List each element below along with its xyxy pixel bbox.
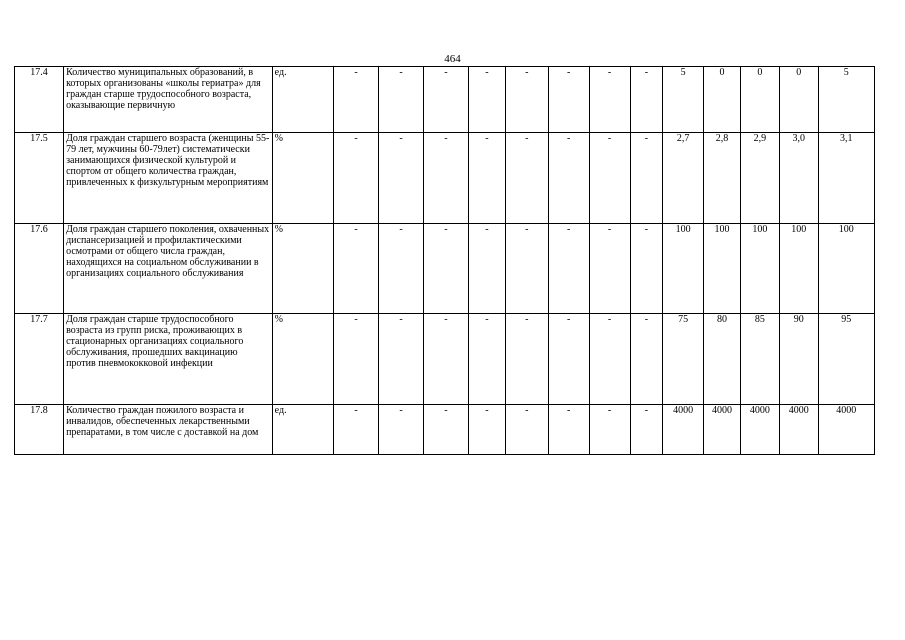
value-cell: 85 — [740, 314, 779, 405]
value-cell: 5 — [663, 67, 704, 133]
value-cell: 80 — [704, 314, 741, 405]
value-cell: - — [630, 67, 663, 133]
value-cell: - — [468, 133, 505, 224]
value-cell: 3,1 — [818, 133, 874, 224]
unit-cell: ед. — [272, 405, 333, 455]
unit-cell: % — [272, 224, 333, 314]
table-row — [15, 405, 875, 455]
value-cell: - — [334, 224, 379, 314]
value-cell: - — [423, 67, 468, 133]
row-number: 17.4 — [15, 67, 64, 133]
value-cell: 4000 — [779, 405, 818, 455]
value-cell: 0 — [740, 67, 779, 133]
value-cell: - — [505, 67, 548, 133]
value-cell: - — [589, 67, 630, 133]
row-number: 17.7 — [15, 314, 64, 405]
value-cell: - — [334, 133, 379, 224]
value-cell: 0 — [779, 67, 818, 133]
value-cell: - — [379, 133, 424, 224]
value-cell: 0 — [704, 67, 741, 133]
value-cell: 100 — [663, 224, 704, 314]
value-cell: - — [334, 314, 379, 405]
unit-cell: % — [272, 133, 333, 224]
indicator-description: Доля граждан старше трудоспособного возраста из групп риска, проживающих в стационарных организациях социального обслуживания, прошедших вакцинацию против пневмококковой инфекции — [64, 314, 273, 405]
value-cell: 95 — [818, 314, 874, 405]
value-cell: - — [423, 224, 468, 314]
value-cell: 90 — [779, 314, 818, 405]
value-cell: - — [505, 405, 548, 455]
value-cell: 100 — [818, 224, 874, 314]
value-cell: - — [379, 67, 424, 133]
value-cell: - — [505, 224, 548, 314]
value-cell: - — [630, 405, 663, 455]
value-cell: - — [468, 314, 505, 405]
value-cell: - — [423, 133, 468, 224]
table-row — [15, 314, 875, 405]
value-cell: - — [379, 405, 424, 455]
table-row — [15, 224, 875, 314]
value-cell: - — [589, 133, 630, 224]
value-cell: 2,7 — [663, 133, 704, 224]
indicator-description: Доля граждан старшего возраста (женщины 55-79 лет, мужчины 60-79лет) систематически занимающихся физической культурой и спортом от общего количества граждан, привлеченных к физкультурным мероприятиям — [64, 133, 273, 224]
value-cell: 100 — [740, 224, 779, 314]
value-cell: - — [589, 224, 630, 314]
unit-cell: ед. — [272, 67, 333, 133]
row-number: 17.8 — [15, 405, 64, 455]
indicator-description: Доля граждан старшего поколения, охваченных диспансеризацией и профилактическими осмотрами от общего числа граждан, находящихся на социальном обслуживании в организациях социального обслуживания — [64, 224, 273, 314]
value-cell: - — [548, 133, 589, 224]
value-cell: - — [334, 405, 379, 455]
value-cell: - — [334, 67, 379, 133]
table-row — [15, 67, 875, 133]
value-cell: 75 — [663, 314, 704, 405]
indicator-description: Количество муниципальных образований, в которых организованы «школы гериатра» для граждан старше трудоспособного возраста, оказывающие первичную — [64, 67, 273, 133]
indicator-description: Количество граждан пожилого возраста и инвалидов, обеспеченных лекарственными препаратами, в том числе с доставкой на дом — [64, 405, 273, 455]
value-cell: - — [548, 224, 589, 314]
value-cell: - — [505, 314, 548, 405]
row-number: 17.5 — [15, 133, 64, 224]
value-cell: - — [548, 405, 589, 455]
value-cell: - — [379, 224, 424, 314]
value-cell: 4000 — [818, 405, 874, 455]
value-cell: - — [548, 314, 589, 405]
value-cell: 5 — [818, 67, 874, 133]
value-cell: 2,8 — [704, 133, 741, 224]
value-cell: - — [505, 133, 548, 224]
unit-cell: % — [272, 314, 333, 405]
page-number: 464 — [444, 53, 461, 65]
value-cell: - — [548, 67, 589, 133]
value-cell: - — [630, 314, 663, 405]
value-cell: 4000 — [740, 405, 779, 455]
value-cell: - — [630, 133, 663, 224]
value-cell: - — [630, 224, 663, 314]
value-cell: 100 — [779, 224, 818, 314]
value-cell: 4000 — [663, 405, 704, 455]
value-cell: - — [468, 405, 505, 455]
value-cell: - — [589, 405, 630, 455]
value-cell: - — [423, 314, 468, 405]
value-cell: - — [379, 314, 424, 405]
value-cell: - — [423, 405, 468, 455]
table-row — [15, 133, 875, 224]
value-cell: 100 — [704, 224, 741, 314]
value-cell: - — [468, 67, 505, 133]
value-cell: 4000 — [704, 405, 741, 455]
value-cell: 3,0 — [779, 133, 818, 224]
value-cell: 2,9 — [740, 133, 779, 224]
value-cell: - — [589, 314, 630, 405]
row-number: 17.6 — [15, 224, 64, 314]
value-cell: - — [468, 224, 505, 314]
indicators-table — [14, 66, 875, 455]
